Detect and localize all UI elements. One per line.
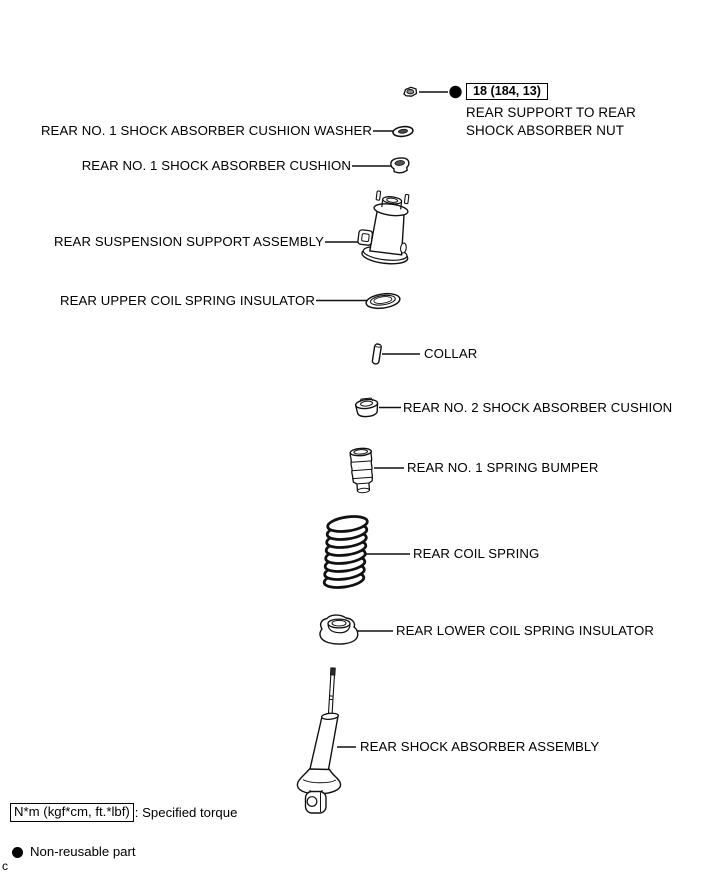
part-label-lower-insulator: REAR LOWER COIL SPRING INSULATOR: [396, 623, 654, 638]
part-label-cushion-washer: REAR NO. 1 SHOCK ABSORBER CUSHION WASHER: [40, 123, 372, 138]
cushion2-drawing: [355, 397, 379, 417]
part-label-upper-insulator: REAR UPPER COIL SPRING INSULATOR: [59, 293, 315, 308]
part-label-suspension-support: REAR SUSPENSION SUPPORT ASSEMBLY: [54, 234, 324, 249]
lower-insulator-drawing: [320, 615, 358, 644]
part-label-cushion-2: REAR NO. 2 SHOCK ABSORBER CUSHION: [403, 400, 673, 415]
upper-insulator-drawing: [365, 292, 401, 311]
support-assembly-drawing: [356, 189, 416, 266]
part-label-coil-spring: REAR COIL SPRING: [413, 546, 540, 561]
nonreusable-bullet-icon: [12, 847, 23, 858]
legend-nonreusable: [12, 844, 136, 860]
legend-torque-desc: : Specified torque: [134, 804, 238, 820]
cushion1-drawing: [390, 157, 409, 174]
nonreusable-dot: [449, 86, 461, 98]
collar-drawing: [372, 344, 382, 365]
nut-drawing: [404, 87, 417, 96]
torque-spec-value: 18 (184, 13): [473, 84, 541, 98]
legend-torque: [10, 803, 237, 822]
page-mark: c: [2, 859, 8, 873]
part-label-support-nut: [466, 104, 636, 139]
part-label-shock-assembly: REAR SHOCK ABSORBER ASSEMBLY: [360, 739, 600, 754]
support-nut-line2: SHOCK ABSORBER NUT: [466, 122, 625, 138]
legend-torque-unit-box: N*m (kgf*cm, ft.*lbf): [10, 803, 134, 822]
shock-absorber-drawing: [297, 668, 340, 813]
washer-drawing: [392, 126, 413, 138]
torque-spec-box: [466, 83, 548, 100]
part-label-cushion-1: REAR NO. 1 SHOCK ABSORBER CUSHION: [81, 158, 351, 173]
bumper-drawing: [350, 448, 374, 494]
legend-nonreusable-label: Non-reusable part: [30, 844, 136, 859]
leader-lines: [316, 92, 448, 747]
coil-spring-drawing: [323, 514, 368, 589]
support-nut-line1: REAR SUPPORT TO REAR: [466, 105, 636, 120]
part-label-collar: COLLAR: [424, 346, 478, 361]
part-label-spring-bumper: REAR NO. 1 SPRING BUMPER: [407, 460, 599, 475]
